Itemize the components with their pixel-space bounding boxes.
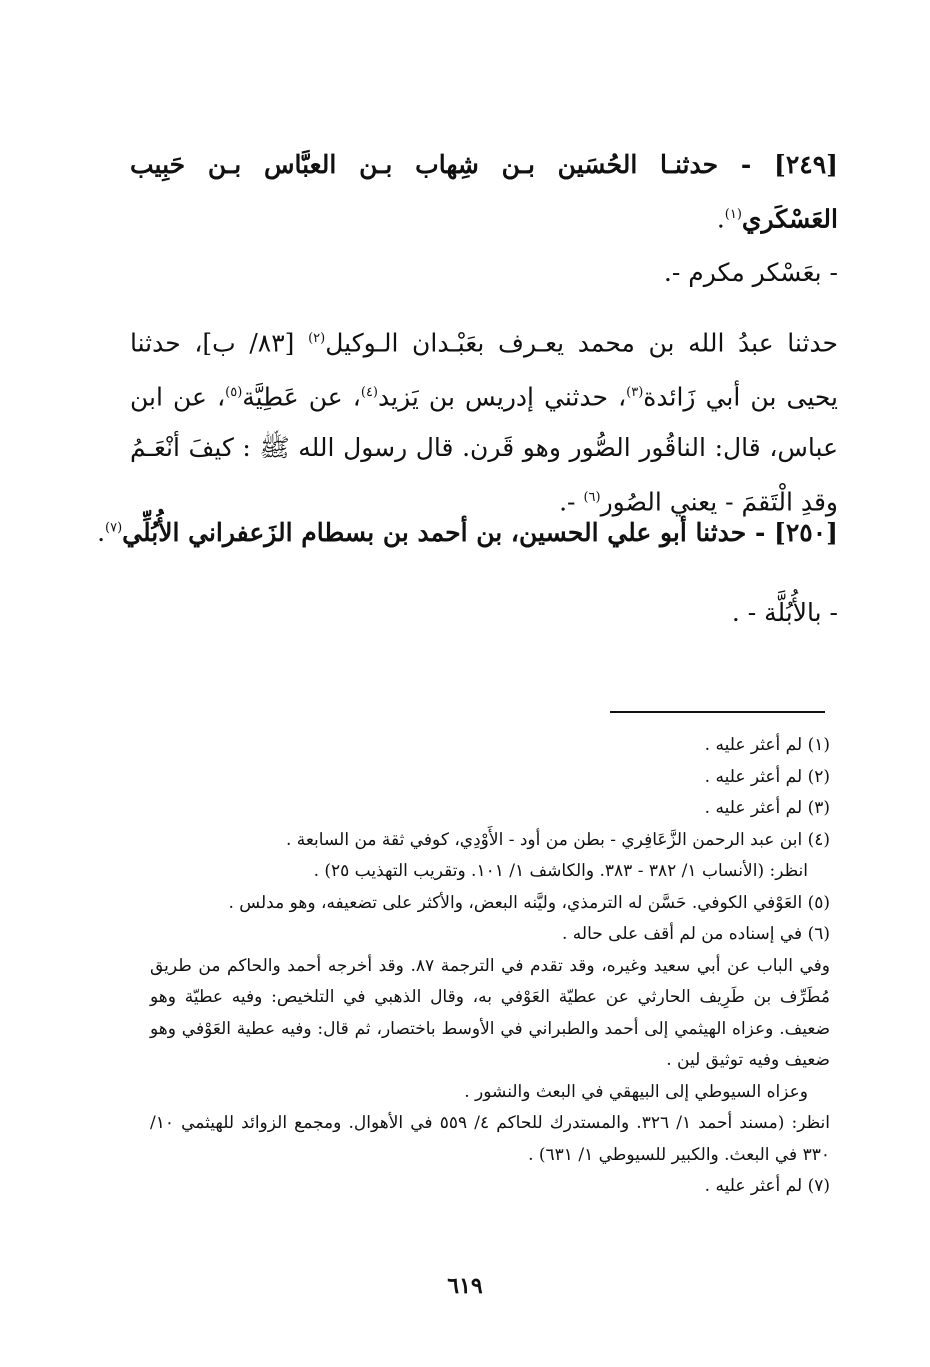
entry-250-name: أبو علي الحسين، بن أحمد بن بسطام الزَعفراني الأُبُلِّي (122, 518, 687, 547)
footnote-ref-6: (٦) (583, 489, 601, 505)
hadith-text-c: ، حدثني إدريس بن يَزيد (378, 382, 627, 412)
footnote-3: (٣) لم أعثر عليه . (704, 798, 830, 818)
entry-250-place: - بالأُبُلَّة - . (731, 598, 838, 627)
footnote-divider (610, 711, 825, 713)
hadith-text-end: -. (559, 486, 584, 516)
hadith-text-d: ، عن عَطِيَّة (242, 382, 361, 412)
footnote-1: (١) لم أعثر عليه . (704, 735, 830, 755)
entry-249-heading (130, 140, 838, 244)
page-number: ٦١٩ (447, 1273, 483, 1299)
footnote-ref-3: (٣) (626, 385, 644, 401)
footnote-ref-5: (٥) (225, 385, 243, 401)
entry-249-hadith (130, 314, 838, 527)
entry-249-place: - بعَسْكر مكرم -. (663, 258, 838, 287)
entry-249-title: [٢٤٩] - حدثنـا الحُسَين بـن شِهاب بـن العبَّاس بـن حَبِيب العَسْكَري (130, 150, 838, 234)
footnote-ref-1: (١) (724, 207, 742, 222)
entry-249-title-end: . (716, 204, 725, 234)
footnotes (150, 730, 830, 1203)
footnote-ref-7: (٧) (105, 520, 123, 536)
footnote-ref-4: (٤) (360, 385, 378, 401)
footnote-6-sources: انظر: (مسند أحمد ١/ ٣٢٦. والمستدرك للحاكم ٤/ ٥٥٩ في الأهوال. ومجمع الزوائد للهيثمي ١٠/ ٣٣٠ في البعث. والكبير للسيوطي ١/ ٦٣١) . (150, 1113, 830, 1165)
footnote-6-body: وفي الباب عن أبي سعيد وغيره، وقد تقدم في الترجمة ٨٧. وقد أخرجه أحمد والحاكم من طريق مُطَرِّف بن طَرِيف الحارثي عن عطيّة العَوْفي به، وقال الذهبي في التلخيص: وفيه عطيّة وهو ضعيف. وعزاه الهيثمي إلى أحمد والطبراني في الأوسط باختصار، ثم قال: وفيه عطية العَوْفي وهو ضعيف وفيه توثيق لين . (150, 955, 831, 1070)
footnote-5: (٥) العَوْفي الكوفي. حَسَّن له الترمذي، وليَّنه البعض، والأكثر على تضعيفه، وهو مدلس . (228, 892, 830, 913)
entry-250-prefix: [٢٥٠] - حدثنا (686, 518, 838, 547)
hadith-text-a: حدثنا عبدُ الله بن محمد يعـرف بعَبْـدان الـوكيل (325, 328, 838, 358)
entry-250-end: . (97, 518, 106, 547)
footnote-ref-2: (٢) (308, 331, 326, 346)
footnote-7: (٧) لم أعثر عليه . (704, 1176, 830, 1196)
hadith-text-b: [٨٣/ ب]، حدثنا يحيى بن أبي زَائدة (130, 328, 838, 412)
footnote-6: (٦) في إسناده من لم أقف على حاله . (561, 924, 830, 944)
footnote-6-suyuti: وعزاه السيوطي إلى البيهقي في البعث والنشور . (464, 1081, 808, 1102)
entry-250-heading (97, 518, 838, 547)
hadith-text-e: ، عن ابن عباس، قال: الناقُور الصُّور وهو قَرن. قال رسول الله ﷺ : كيفَ أنْعَـمُ وقدِ الْتَقمَ - يعني الصُور (130, 382, 838, 516)
footnote-4-sources: انظر: (الأنساب ١/ ٣٨٢ - ٣٨٣. والكاشف ١/ ١٠١. وتقريب التهذيب ٢٥) . (313, 861, 808, 881)
footnote-2: (٢) لم أعثر عليه . (704, 766, 830, 787)
footnote-4: (٤) ابن عبد الرحمن الزَّعَافِري - بطن من أود - الأَوْدِي، كوفي ثقة من السابعة . (285, 829, 830, 850)
